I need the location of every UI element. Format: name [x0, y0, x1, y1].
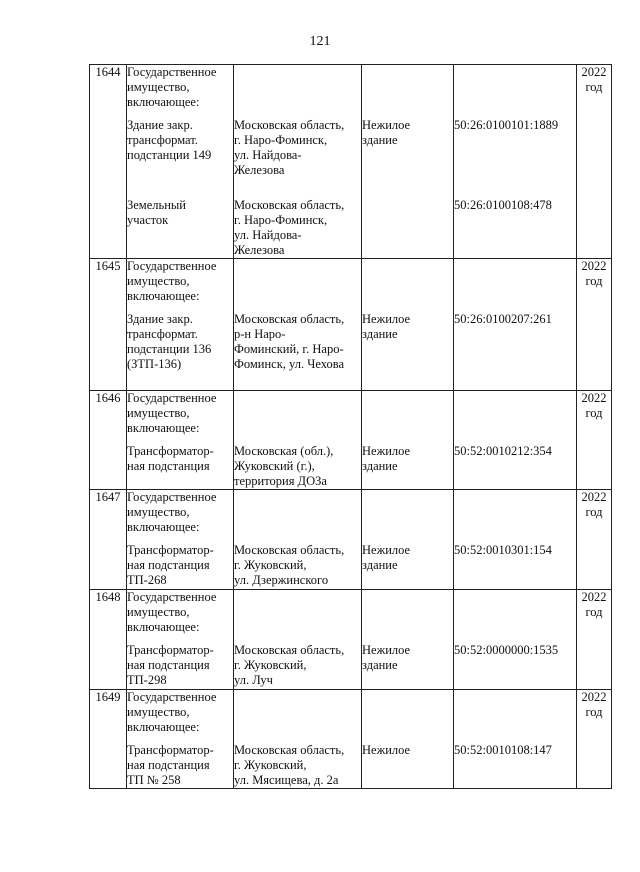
year-cell [577, 690, 612, 789]
group-title-line: включающее: [127, 421, 200, 435]
registry-row [90, 259, 612, 391]
cadastral-number-value: 50:52:0010301:154 [454, 543, 552, 557]
address-line: Московская область, [234, 312, 345, 326]
object-address [234, 643, 361, 688]
address-line: ул. Найдова- [234, 148, 302, 162]
object-type-line: Нежилое [362, 312, 411, 326]
object-name-line: Трансформатор- [127, 444, 214, 458]
address-line: Московская (обл.), [234, 444, 334, 458]
object-type [362, 543, 453, 588]
object-name-cell [127, 690, 234, 789]
cell-spacer [234, 535, 361, 543]
address-cell [234, 690, 362, 789]
object-type-line: здание [362, 133, 398, 147]
address-cell [234, 259, 362, 391]
address-line: Московская область, [234, 643, 345, 657]
cell-spacer [234, 178, 361, 198]
cadastral-number-cell [454, 690, 577, 789]
cadastral-number [454, 444, 576, 489]
object-name-line: участок [127, 213, 169, 227]
cell-spacer [454, 178, 576, 198]
object-address [234, 118, 361, 178]
cell-spacer [362, 391, 453, 436]
year-line: 2022 [581, 391, 607, 405]
cell-spacer [454, 490, 576, 535]
group-title-line: имущество, [127, 406, 190, 420]
object-name-cell [127, 65, 234, 259]
cell-spacer [362, 436, 453, 444]
cell-spacer [362, 635, 453, 643]
cell-spacer [362, 535, 453, 543]
row-number: 1646 [90, 391, 127, 490]
cell-spacer [234, 490, 361, 535]
object-address [234, 543, 361, 588]
cell-spacer [362, 735, 453, 743]
cadastral-number-cell [454, 391, 577, 490]
address-line: Железова [234, 243, 285, 257]
object-name-line: Трансформатор- [127, 543, 214, 557]
year-line: год [585, 80, 603, 94]
address-cell [234, 391, 362, 490]
cadastral-number [454, 118, 576, 178]
registry-row [90, 65, 612, 259]
object-name-line: трансформат. [127, 327, 198, 341]
object-type-line: здание [362, 658, 398, 672]
address-line: Железова [234, 163, 285, 177]
group-title-line: включающее: [127, 289, 200, 303]
cell-spacer [454, 436, 576, 444]
cell-spacer [362, 178, 453, 198]
year-cell [577, 391, 612, 490]
group-title-line: имущество, [127, 274, 190, 288]
object-type-cell [362, 490, 454, 590]
cell-spacer [234, 304, 361, 312]
address-line: ул. Мясищева, д. 2а [234, 773, 339, 787]
registry-body [90, 65, 612, 789]
address-line: Московская область, [234, 118, 345, 132]
object-type [362, 643, 453, 688]
registry-row [90, 490, 612, 590]
year-cell [577, 259, 612, 391]
group-title-line: включающее: [127, 620, 200, 634]
year-line: год [585, 274, 603, 288]
address-line: Фоминск, ул. Чехова [234, 357, 345, 371]
cell-spacer [454, 391, 576, 436]
address-line: г. Наро-Фоминск, [234, 213, 328, 227]
object-type-line: здание [362, 558, 398, 572]
cell-spacer [362, 259, 453, 304]
group-title-line: включающее: [127, 720, 200, 734]
group-title-line: Государственное [127, 259, 217, 273]
address-line: ул. Найдова- [234, 228, 302, 242]
row-number: 1645 [90, 259, 127, 391]
object-type-cell [362, 690, 454, 789]
address-cell [234, 65, 362, 259]
cadastral-number-cell [454, 65, 577, 259]
year-cell [577, 590, 612, 690]
object-name-line: Трансформатор- [127, 643, 214, 657]
object-name [127, 198, 233, 258]
address-line: ул. Дзержинского [234, 573, 329, 587]
address-line: Фоминский, г. Наро- [234, 342, 344, 356]
cell-spacer [454, 304, 576, 312]
object-name [127, 312, 233, 372]
cadastral-number-value: 50:26:0100108:478 [454, 198, 552, 212]
object-name [127, 444, 233, 489]
registry-row [90, 690, 612, 789]
group-title-line: Государственное [127, 490, 217, 504]
group-title-line: Государственное [127, 391, 217, 405]
cell-spacer [127, 110, 233, 118]
cell-spacer [127, 635, 233, 643]
cell-spacer [362, 65, 453, 110]
cell-spacer [234, 735, 361, 743]
group-title-line: Государственное [127, 65, 217, 79]
group-title-line: имущество, [127, 705, 190, 719]
object-type-line: здание [362, 327, 398, 341]
year-line: 2022 [581, 259, 607, 273]
year-line: 2022 [581, 65, 607, 79]
year-line: год [585, 406, 603, 420]
cell-spacer [127, 304, 233, 312]
address-cell [234, 590, 362, 690]
object-name [127, 743, 233, 788]
object-type-line: здание [362, 459, 398, 473]
object-type-cell [362, 259, 454, 391]
object-name-line: трансформат. [127, 133, 198, 147]
object-name-line: ная подстанция [127, 758, 210, 772]
cadastral-number-value: 50:26:0100207:261 [454, 312, 552, 326]
cell-spacer [234, 590, 361, 635]
address-line: г. Жуковский, [234, 758, 307, 772]
cadastral-number-value: 50:26:0100101:1889 [454, 118, 559, 132]
cell-spacer [454, 590, 576, 635]
cell-spacer [234, 690, 361, 735]
cell-spacer [234, 65, 361, 110]
cell-spacer [127, 178, 233, 198]
object-type [362, 118, 453, 178]
object-address [234, 312, 361, 372]
object-name-line: ТП № 258 [127, 773, 181, 787]
object-name-cell [127, 490, 234, 590]
address-line: г. Жуковский, [234, 658, 307, 672]
object-type [362, 198, 453, 258]
cadastral-number-cell [454, 259, 577, 391]
cell-spacer [234, 259, 361, 304]
row-number: 1644 [90, 65, 127, 259]
object-type-line: Нежилое [362, 444, 411, 458]
year-line: год [585, 705, 603, 719]
cadastral-number [454, 743, 576, 788]
address-line: ул. Луч [234, 673, 273, 687]
cadastral-number [454, 543, 576, 588]
object-name-line: ТП-298 [127, 673, 167, 687]
object-name-cell [127, 590, 234, 690]
object-address [234, 444, 361, 489]
cell-spacer [362, 590, 453, 635]
address-cell [234, 490, 362, 590]
object-name-line: Здание закр. [127, 312, 193, 326]
registry-row [90, 590, 612, 690]
object-name-cell [127, 391, 234, 490]
cadastral-number-cell [454, 490, 577, 590]
year-line: год [585, 505, 603, 519]
object-address [234, 743, 361, 788]
cadastral-number [454, 643, 576, 688]
object-type [362, 444, 453, 489]
cadastral-number-value: 50:52:0010212:354 [454, 444, 552, 458]
row-number: 1649 [90, 690, 127, 789]
address-line: г. Наро-Фоминск, [234, 133, 328, 147]
object-name [127, 118, 233, 178]
cadastral-number [454, 198, 576, 258]
object-name-line: Трансформатор- [127, 743, 214, 757]
object-type-line: Нежилое [362, 743, 411, 757]
cell-spacer [234, 635, 361, 643]
cell-spacer [362, 490, 453, 535]
object-name-line: подстанции 149 [127, 148, 212, 162]
object-address [234, 198, 361, 258]
year-line: 2022 [581, 690, 607, 704]
year-line: год [585, 605, 603, 619]
cell-spacer [454, 110, 576, 118]
address-line: Московская область, [234, 198, 345, 212]
object-name-line: ная подстанция [127, 558, 210, 572]
object-type [362, 312, 453, 372]
registry-row [90, 391, 612, 490]
object-name-line: подстанции 136 [127, 342, 212, 356]
object-name [127, 643, 233, 688]
address-line: р-н Наро- [234, 327, 286, 341]
object-type-line: Нежилое [362, 118, 411, 132]
cell-spacer [454, 690, 576, 735]
object-type-cell [362, 391, 454, 490]
group-title-line: включающее: [127, 520, 200, 534]
row-number: 1647 [90, 490, 127, 590]
property-registry-table [89, 64, 612, 789]
group-title-line: имущество, [127, 505, 190, 519]
group-title-line: Государственное [127, 590, 217, 604]
object-name [127, 543, 233, 588]
cell-spacer [454, 735, 576, 743]
object-type-line: Нежилое [362, 543, 411, 557]
object-name-cell [127, 259, 234, 391]
object-name-line: ная подстанция [127, 658, 210, 672]
cadastral-number-value: 50:52:0000000:1535 [454, 643, 559, 657]
cell-spacer [454, 259, 576, 304]
object-name-line: ТП-268 [127, 573, 167, 587]
object-type-cell [362, 590, 454, 690]
cell-spacer [234, 391, 361, 436]
group-title-line: имущество, [127, 605, 190, 619]
cell-spacer [362, 110, 453, 118]
object-type-cell [362, 65, 454, 259]
cell-spacer [234, 436, 361, 444]
year-line: 2022 [581, 490, 607, 504]
group-title-line: включающее: [127, 95, 200, 109]
object-name-line: (ЗТП-136) [127, 357, 182, 371]
address-line: г. Жуковский, [234, 558, 307, 572]
address-line: территория ДОЗа [234, 474, 327, 488]
group-title-line: Государственное [127, 690, 217, 704]
cell-spacer [362, 304, 453, 312]
cell-spacer [234, 110, 361, 118]
address-line: Жуковский (г.), [234, 459, 315, 473]
cell-spacer [362, 690, 453, 735]
address-line: Московская область, [234, 543, 345, 557]
year-line: 2022 [581, 590, 607, 604]
cell-spacer [454, 635, 576, 643]
page-number: 121 [309, 34, 331, 49]
cadastral-number-value: 50:52:0010108:147 [454, 743, 552, 757]
year-cell [577, 65, 612, 259]
cadastral-number-cell [454, 590, 577, 690]
cell-spacer [127, 735, 233, 743]
object-name-line: ная подстанция [127, 459, 210, 473]
cell-spacer [127, 535, 233, 543]
group-title-line: имущество, [127, 80, 190, 94]
object-type-line: Нежилое [362, 643, 411, 657]
object-type [362, 743, 453, 788]
cell-spacer [127, 436, 233, 444]
cell-spacer [454, 535, 576, 543]
row-number: 1648 [90, 590, 127, 690]
cell-spacer [454, 65, 576, 110]
object-name-line: Земельный [127, 198, 186, 212]
object-name-line: Здание закр. [127, 118, 193, 132]
address-line: Московская область, [234, 743, 345, 757]
year-cell [577, 490, 612, 590]
cadastral-number [454, 312, 576, 372]
